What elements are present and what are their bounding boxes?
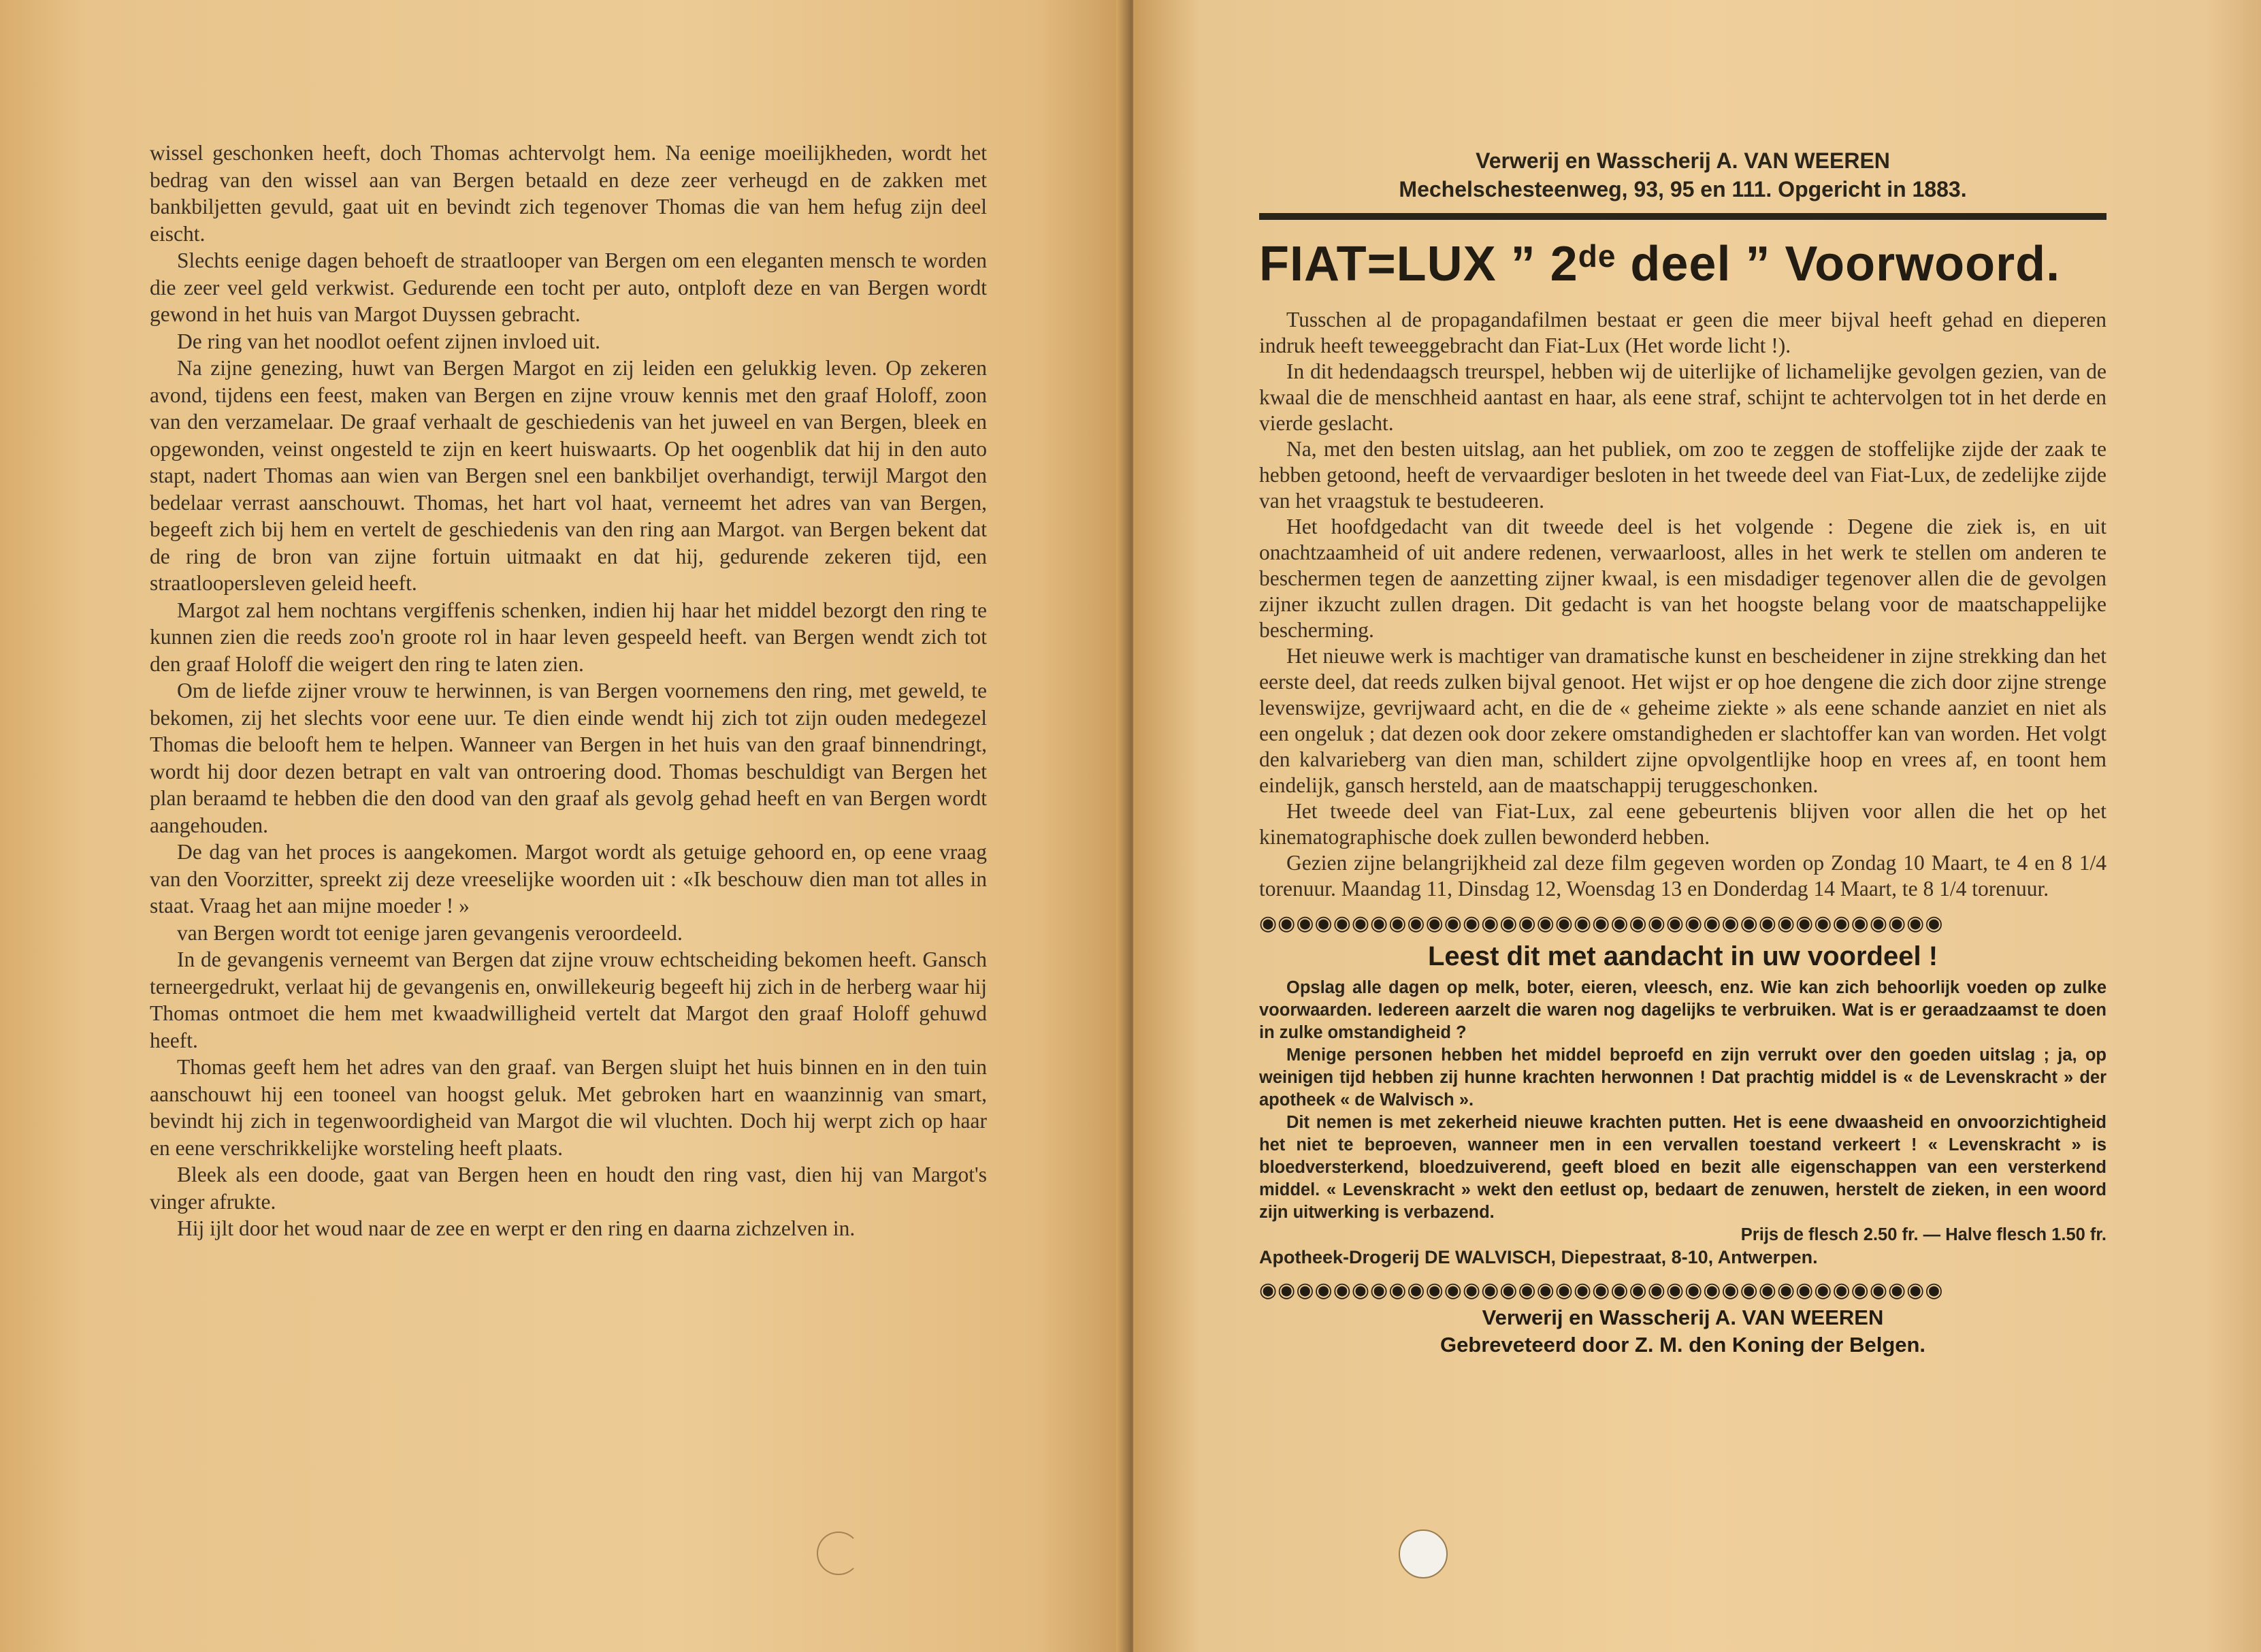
foreword-paragraph: Het nieuwe werk is machtiger van dramatische kunst en bescheidener in zijne strekking dan het eerste deel, dat reeds zulken bijval genoot. Het wijst er op hoe dengene die zich door zijne strenge levenswijze, gevrijwaard acht, en die de « geheime ziekte » als eene schande aanziet en niet als een ongeluk ; dat dezen ook door zekere omstandigheden er slachtoffer kan van worden. Het volgt den kalvarieberg van dien man, schildert zijne opvolgentlijke hoop en vrees af, en toont hem eindelijk, gansch hersteld, aan de maatschappij teruggeschonken. (1259, 644, 2107, 797)
left-paragraph: Thomas geeft hem het adres van den graaf. van Bergen sluipt het huis binnen en in den tuin aanschouwt hij een tooneel van hoogst geluk. Met gebroken hart en waanzinnig van smart, bevindt hij zich in tegenwoordigheid van Margot die wil vluchten. Doch hij werpt zich op haar en eene verschrikkelijke worsteling heeft plaats. (150, 1055, 987, 1160)
advert-title: Leest dit met aandacht in uw voordeel ! (1427, 941, 1938, 971)
title-pre: FIAT=LUX ” 2 (1259, 237, 1578, 291)
foreword-paragraph: In dit hedendaagsch treurspel, hebben wij de uiterlijke of lichamelijke gevolgen gezien, van de kwaal die de menschheid aantast en haar, als eene straf, schijnt te achtervolgen tot in het derde en vierde geslacht. (1259, 359, 2107, 435)
advert-paragraph: Menige personen hebben het middel beproefd en zijn verrukt over den goeden uitslag ; ja, op weinigen tijd hebben zij hunne krachten herwonnen ! Dat prachtig middel is « de Levenskracht » der apotheek « de Walvisch ». (1259, 1046, 2107, 1110)
header-company-name: Verwerij en Wasscherij A. VAN WEEREN (1476, 148, 1890, 173)
left-paragraph: De ring van het noodlot oefent zijnen invloed uit. (177, 329, 600, 353)
header-rule (1259, 213, 2107, 220)
advert-body (1259, 977, 2107, 1269)
left-text-column (150, 140, 987, 1242)
title-superscript: de (1578, 238, 1616, 274)
left-paragraph: van Bergen wordt tot eenige jaren gevangenis veroordeeld. (177, 920, 683, 945)
advert-shop-address: Apotheek-Drogerij DE WALVISCH, Diepestraat, 8-10, Antwerpen. (1259, 1247, 1818, 1267)
punch-hole-shadow (817, 1532, 860, 1575)
ornamental-dot-border-bottom: ◉◉◉◉◉◉◉◉◉◉◉◉◉◉◉◉◉◉◉◉◉◉◉◉◉◉◉◉◉◉◉◉◉◉◉◉◉ (1259, 1278, 1944, 1302)
advert-paragraph: Dit nemen is met zekerheid nieuwe krachten putten. Het is eene dwaasheid en onvoorzichtigheid het niet te beproeven, wanneer men in een vervallen toestand verkeert ! « Levenskracht » is bloedversterkend, bloedzuiverend, geeft bloed en bezit alle eigenschappen van een versterkend middel. « Levenskracht » wekt den eetlust op, bedaart de zenuwen, herstelt de zieken, in een woord zijn uitwerking is verbazend. (1259, 1113, 2107, 1222)
foreword-paragraph: Het hoofdgedacht van dit tweede deel is het volgende : Degene die ziek is, en uit onachtzaamheid of uit andere redenen, verwaarloost, alles in het werk te stellen om anderen te beschermen tegen de aanzetting zijner kwaal, is een misdadiger tegenover allen die de gevolgen zijner ikzucht zullen dragen. Dit gedacht is van het hoogste belang voor de maatschappelijke bescherming. (1259, 515, 2107, 642)
footer-patent-line: Gebreveteerd door Z. M. den Koning der Belgen. (1439, 1333, 1926, 1357)
punch-hole (1399, 1529, 1448, 1578)
advert-price: Prijs de flesch 2.50 fr. — Halve flesch 1.50 fr. (1740, 1225, 2107, 1244)
header-address: Mechelschesteenweg, 93, 95 en 111. Opgericht in 1883. (1399, 177, 1967, 201)
foreword-paragraph: Gezien zijne belangrijkheid zal deze film gegeven worden op Zondag 10 Maart, te 4 en 8 1/4 torenuur. Maandag 11, Dinsdag 12, Woensdag 13 en Donderdag 14 Maart, te 8 1/4 torenuur. (1259, 851, 2107, 901)
left-paragraph: wissel geschonken heeft, doch Thomas achtervolgt hem. Na eenige moeilijkheden, wordt het bedrag van den wissel aan van Bergen betaald en deze zeer verheugd en de zakken met bankbiljetten gevuld, gaat uit en bevindt zich tegenover Thomas die van hem hefug zijn deel eischt. (150, 141, 987, 246)
left-paragraph: Bleek als een doode, gaat van Bergen heen en houdt den ring vast, dien hij van Margot's vinger afrukte. (150, 1163, 987, 1214)
footer-company-name: Verwerij en Wasscherij A. VAN WEEREN (1482, 1306, 1884, 1329)
left-paragraph: In de gevangenis verneemt van Bergen dat zijne vrouw echtscheiding bekomen heeft. Gansch terneergedrukt, verlaat hij de gevangenis en, onwillekeurig begeeft hij zich in de herberg waar hij Thomas ontmoet die hem met kwaadwilligheid vertelt dat Margot den graaf Holoff gehuwd heeft. (150, 948, 987, 1052)
foreword-paragraph: Het tweede deel van Fiat-Lux, zal eene gebeurtenis blijven voor allen die het op het kinematographische doek zullen bewonderd hebben. (1259, 799, 2107, 849)
foreword-body (1259, 307, 2107, 902)
ornamental-dot-border-top: ◉◉◉◉◉◉◉◉◉◉◉◉◉◉◉◉◉◉◉◉◉◉◉◉◉◉◉◉◉◉◉◉◉◉◉◉◉ (1259, 911, 1944, 935)
title-post: deel ” Voorwoord. (1616, 237, 2061, 291)
left-paragraph: Margot zal hem nochtans vergiffenis schenken, indien hij haar het middel bezorgt den ring te kunnen zien die reeds zoo'n groote rol in haar leven gespeeld heeft. van Bergen wendt zich tot den graaf Holoff die weigert den ring te laten zien. (150, 598, 987, 676)
foreword-paragraph: Na, met den besten uitslag, aan het publiek, om zoo te zeggen de stoffelijke zijde der zaak te hebben getoond, heeft de vervaardiger besloten in het tweede deel van Fiat-Lux, de zedelijke zijde van het vraagstuk te bestudeeren. (1259, 437, 2107, 513)
left-paragraph: Na zijne genezing, huwt van Bergen Margot en zij leiden een gelukkig leven. Op zekeren avond, tijdens een feest, maken van Bergen en zijne vrouw kennis met den graaf Holoff, zoon van den verzamelaar. De graaf verhaalt de geschiedenis van het juweel en van Bergen, bleek en opgewonden, veinst ongesteld te zijn en keert huiswaarts. Op het oogenblik dat hij in den auto stapt, nadert Thomas aan wien van Bergen snel een bankbiljet overhandigt, terwijl Margot den bedelaar verrast aanschouwt. Thomas, het hart vol haat, verneemt het adres van van Bergen, begeeft zich bij hem en vertelt de geschiedenis van den ring aan Margot. van Bergen bekent dat de ring de bron van zijne fortuin uitmaakt en dat hij, gedurende zekeren tijd, een straatloopersleven geleid heeft. (150, 356, 987, 595)
right-content-column (1259, 146, 2107, 1359)
advert-paragraph: Opslag alle dagen op melk, boter, eieren, vleesch, enz. Wie kan zich behoorlijk voeden op zulke voorwaarden. Iedereen aarzelt die waren nog dagelijks te verbruiken. Wat is er geraadzaamst te doen in zulke omstandigheid ? (1259, 978, 2107, 1042)
foreword-paragraph: Tusschen al de propagandafilmen bestaat er geen die meer bijval heeft gehad en dieperen indruk heeft teweeggebracht dan Fiat-Lux (Het worde licht !). (1259, 308, 2107, 357)
left-paragraph: Om de liefde zijner vrouw te herwinnen, is van Bergen voornemens den ring, met geweld, te bekomen, zij het slechts voor eene uur. Te dien einde wendt hij zich tot zijn ouden medegezel Thomas die belooft hem te helpen. Wanneer van Bergen in het huis van den graaf binnendringt, wordt hij door dezen betrapt en valt van ontroering dood. Thomas beschuldigt van Bergen het plan beraamd te hebben die den dood van den graaf als gevolg gehad heeft en van Bergen wordt aangehouden. (150, 679, 987, 837)
article-title (1259, 225, 2107, 295)
left-paragraph: Hij ijlt door het woud naar de zee en werpt er den ring en daarna zichzelven in. (177, 1216, 856, 1240)
left-page (0, 0, 1126, 1652)
left-paragraph: De dag van het proces is aangekomen. Margot wordt als getuige gehoord en, op eene vraag van den Voorzitter, spreekt zij deze vreeselijke woorden uit : «Ik beschouw dien man tot alles in staat. Vraag het aan mijne moeder ! » (150, 840, 987, 918)
left-paragraph: Slechts eenige dagen behoeft de straatlooper van Bergen om een eleganten mensch te worden die zeer veel geld verkwist. Gedurende een tocht per auto, ontploft deze en van Bergen wordt gewond in het huis van Margot Duyssen gebracht. (150, 248, 987, 326)
